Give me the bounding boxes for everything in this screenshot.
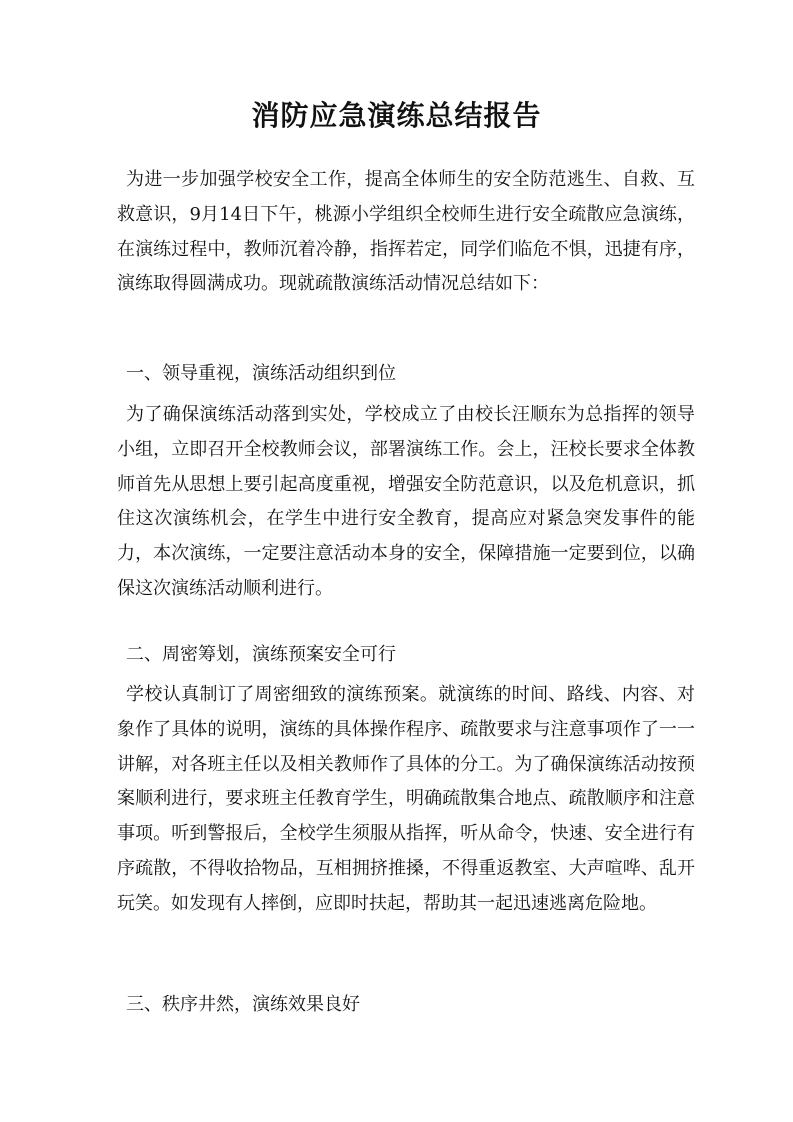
document-title: 消防应急演练总结报告 (251, 99, 542, 132)
section-1-heading: 一、领导重视，演练活动组织到位 (126, 363, 396, 384)
section-3-heading: 三、秩序井然，演练效果良好 (126, 994, 360, 1015)
intro-paragraph: 为进一步加强学校安全工作，提高全体师生的安全防范逃生、自救、互救意识，9月14日下午，桃源小学组织全校师生进行安全疏散应急演练，在演练过程中，教师沉着冷静，指挥若定，同学们临危不惧，迅捷有序，演练取得圆满成功。现就疏散演练活动情况总结如下： (117, 169, 695, 295)
section-2-heading: 二、周密筹划，演练预案安全可行 (126, 644, 396, 665)
section-2-paragraph: 学校认真制订了周密细致的演练预案。就演练的时间、路线、内容、对象作了具体的说明，演练的具体操作程序、疏散要求与注意事项作了一一讲解，对各班主任以及相关教师作了具体的分工。为了确保演练活动按预案顺利进行，要求班主任教育学生，明确疏散集合地点、疏散顺序和注意事项。听到警报后，全校学生须服从指挥，听从命令，快速、安全进行有序疏散，不得收拾物品，互相拥挤推搡，不得重返教室、大声喧哗、乱开玩笑。如发现有人摔倒，应即时扶起，帮助其一起迅速逃离危险地。 (117, 684, 695, 914)
section-1-paragraph: 为了确保演练活动落到实处，学校成立了由校长汪顺东为总指挥的领导小组，立即召开全校教师会议，部署演练工作。会上，汪校长要求全体教师首先从思想上要引起高度重视，增强安全防范意识，以及危机意识，抓住这次演练机会，在学生中进行安全教育，提高应对紧急突发事件的能力，本次演练，一定要注意活动本身的安全，保障措施一定要到位，以确保这次演练活动顺利进行。 (117, 404, 695, 599)
